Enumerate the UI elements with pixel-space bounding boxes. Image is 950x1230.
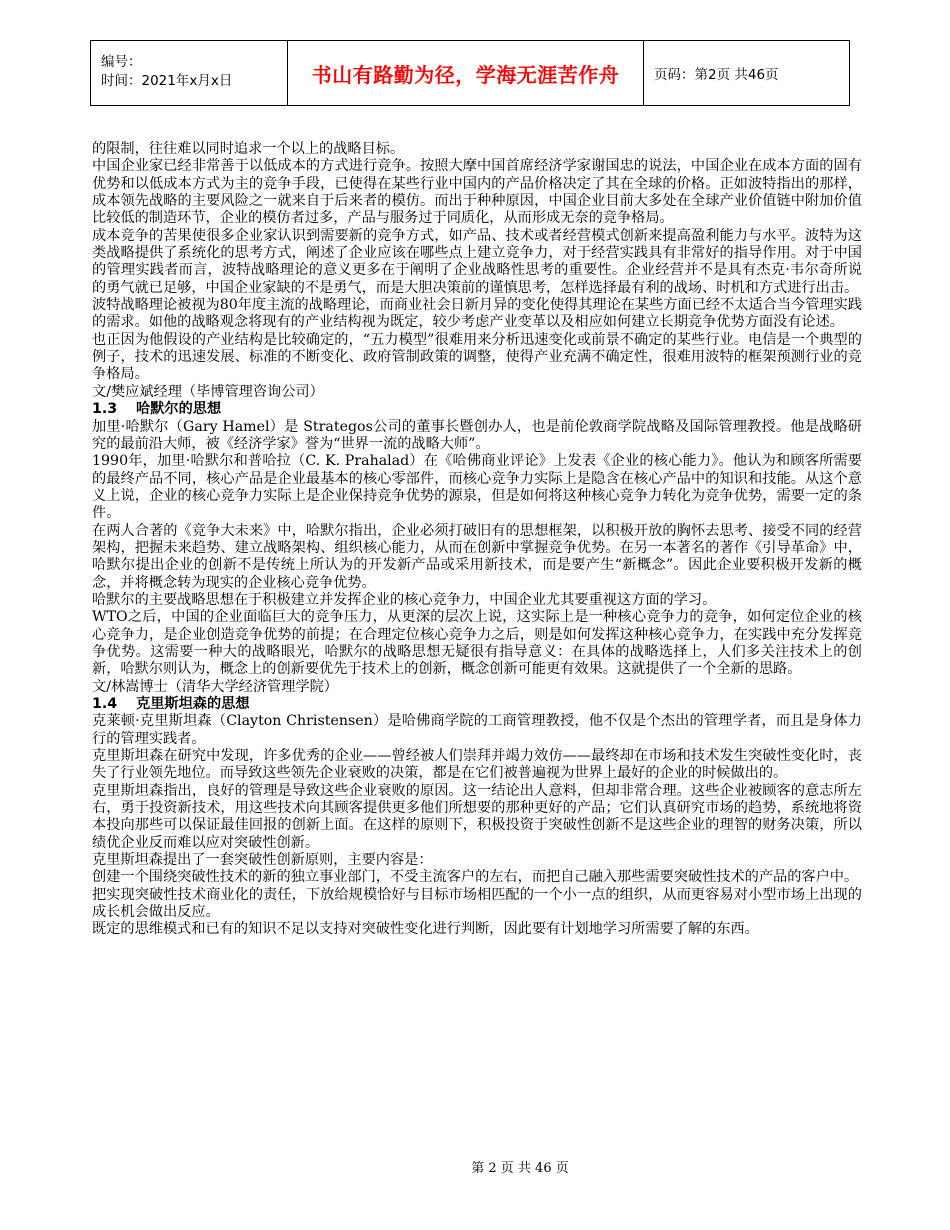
paragraph: 也正因为他假设的产业结构是比较确定的，“五力模型”很难用来分析迅速变化或前景不确定的某些行业。电信是一个典型的例子，技术的迅速发展、标准的不断变化、政府管制政策的调整，使得产业充满不确定性，很难用波特的框架预测行业的竞争格局。 — [92, 331, 862, 383]
page-footer: 第 2 页 共 46 页 — [471, 1161, 569, 1176]
author-credit: 文/樊应斌经理（毕博管理咨询公司） — [92, 383, 324, 400]
paragraph: WTO之后，中国的企业面临巨大的竞争压力，从更深的层次上说，这实际上是一种核心竞争力的竞争，如何定位企业的核心竞争力，是企业创造竞争优势的前提；在合理定位核心竞争力之后，则是如何发挥这种核心竞争力，在实践中充分发挥竞争优势。这需要一种大的战略眼光，哈默尔的战略思想无疑很有指导意义：在具体的战略选择上，人们多关注技术上的创新，哈默尔则认为，概念上的创新要优先于技术上的创新，概念创新可能更有效果。这就提供了一个全新的思路。 — [92, 609, 862, 678]
paragraph: 哈默尔的主要战略思想在于积极建立并发挥企业的核心竞争力，中国企业尤其要重视这方面的学习。 — [92, 591, 717, 608]
paragraph: 中国企业家已经非常善于以低成本的方式进行竞争。按照大摩中国首席经济学家谢国忠的说法，中国企业在成本方面的固有优势和以低成本方式为主的竞争手段，已使得在某些行业中国内的产品价格决定了其在全球的价格。正如波特指出的那样，成本领先战略的主要风险之一就来自于后来者的模仿。而出于种种原因，中国企业目前大多处在全球产业价值链中附加价值比较低的制造环节，企业的模仿者过多，产品与服务过于同质化，从而形成无奈的竞争格局。 — [92, 158, 862, 227]
section-heading — [92, 401, 862, 418]
section-number: 1.3 — [92, 401, 118, 418]
paragraph: 在两人合著的《竞争大未来》中，哈默尔指出，企业必须打破旧有的思想框架，以积极开放的胸怀去思考、接受不同的经营架构，把握未来趋势、建立战略架构、组织核心能力，从而在创新中掌握竞争优势。在另一本著名的著作《引导革命》中，哈默尔提出企业的创新不是传统上所认为的开发新产品或采用新技术，而是要产生“新概念”。因此企业要积极开发新的概念，并将概念转为现实的企业核心竞争优势。 — [92, 522, 862, 591]
paragraph: 波特战略理论被视为80年度主流的战略理论，而商业社会日新月异的变化使得其理论在某些方面已经不太适合当今管理实践的需求。如他的战略观念将现有的产业结构视为既定，较少考虑产业变革以及相应如何建立长期竞争优势方面没有论述。 — [92, 297, 862, 331]
paragraph: 创建一个围绕突破性技术的新的独立事业部门，不受主流客户的左右，而把自己融入那些需要突破性技术的产品的客户中。 — [92, 869, 859, 886]
document-time-label: 时间：2021年x月x日 — [101, 73, 233, 89]
paragraph: 克里斯坦森在研究中发现，许多优秀的企业——曾经被人们崇拜并竭力效仿——最终却在市场和技术发生突破性变化时，丧失了行业领先地位。而导致这些领先企业衰败的决策，都是在它们被普遍视为世界上最好的企业的时候做出的。 — [92, 748, 862, 782]
paragraph: 既定的思维模式和已有的知识不足以支持对突破性变化进行判断，因此要有计划地学习所需要了解的东西。 — [92, 921, 759, 938]
header-page-label: 页码：第2页 共46页 — [654, 67, 779, 83]
document-number-label: 编号： — [101, 54, 142, 70]
section-heading — [92, 696, 862, 713]
paragraph: 克莱顿·克里斯坦森（Clayton Christensen）是哈佛商学院的工商管理教授，他不仅是个杰出的管理学者，而且是身体力行的管理实践者。 — [92, 713, 862, 747]
section-number: 1.4 — [92, 696, 118, 712]
paragraph: 1990年，加里·哈默尔和普哈拉（C. K. Prahalad）在《哈佛商业评论》上发表《企业的核心能力》。他认为和顾客所需要的最终产品不同，核心产品是企业最基本的核心零部件，而核心竞争力实际上是隐含在核心产品中的知识和技能。从这个意义上说，企业的核心竞争力实际上是企业保持竞争优势的源泉，但是如何将这种核心竞争力转化为竞争优势，需要一定的条件。 — [92, 453, 862, 522]
paragraph: 成本竞争的苦果使很多企业家认识到需要新的竞争方式，如产品、技术或者经营模式创新来提高盈利能力与水平。波特为这类战略提供了系统化的思考方式，阐述了企业应该在哪些点上建立竞争力，对于经营实践具有非常好的指导作用。对于中国的管理实践者而言，波特战略理论的意义更多在于阐明了企业战略性思考的重要性。企业经营并不是具有杰克·韦尔奇所说的勇气就已足够，中国企业家缺的不是勇气，而是大胆决策前的谨慎思考，怎样选择最有利的战场、时机和方式进行出击。 — [92, 227, 862, 296]
author-credit: 文/林嵩博士（清华大学经济管理学院） — [92, 678, 338, 695]
header-meta — [91, 41, 288, 105]
header-motto: 书山有路勤为径，学海无涯苦作舟 — [288, 41, 644, 105]
paragraph: 克里斯坦森提出了一套突破性创新原则，主要内容是： — [92, 852, 433, 869]
paragraph: 加里·哈默尔（Gary Hamel）是 Strategos公司的董事长暨创办人，也是前伦敦商学院战略及国际管理教授。他是战略研究的最前沿大师，被《经济学家》誉为“世界一流的战略大师”。 — [92, 418, 862, 452]
section-title: 哈默尔的思想 — [136, 401, 222, 418]
page-header — [90, 40, 850, 106]
document-body — [92, 141, 862, 939]
section-title: 克里斯坦森的思想 — [136, 696, 250, 712]
paragraph: 把实现突破性技术商业化的责任，下放给规模恰好与目标市场相匹配的一个小一点的组织，从而更容易对小型市场上出现的成长机会做出反应。 — [92, 886, 862, 921]
paragraph: 克里斯坦森指出，良好的管理是导致这些企业衰败的原因。这一结论出人意料，但却非常合理。这些企业被顾客的意志所左右，勇于投资新技术，用这些技术向其顾客提供更多他们所想要的那种更好的产品；它们认真研究市场的趋势，系统地将资本投向那些可以保证最佳回报的创新上面。在这样的原则下，积极投资于突破性创新不是这些企业的理智的财务决策，所以绩优企业反而难以应对突破性创新。 — [92, 782, 862, 851]
paragraph: 的限制，往往难以同时追求一个以上的战略目标。 — [92, 141, 405, 157]
